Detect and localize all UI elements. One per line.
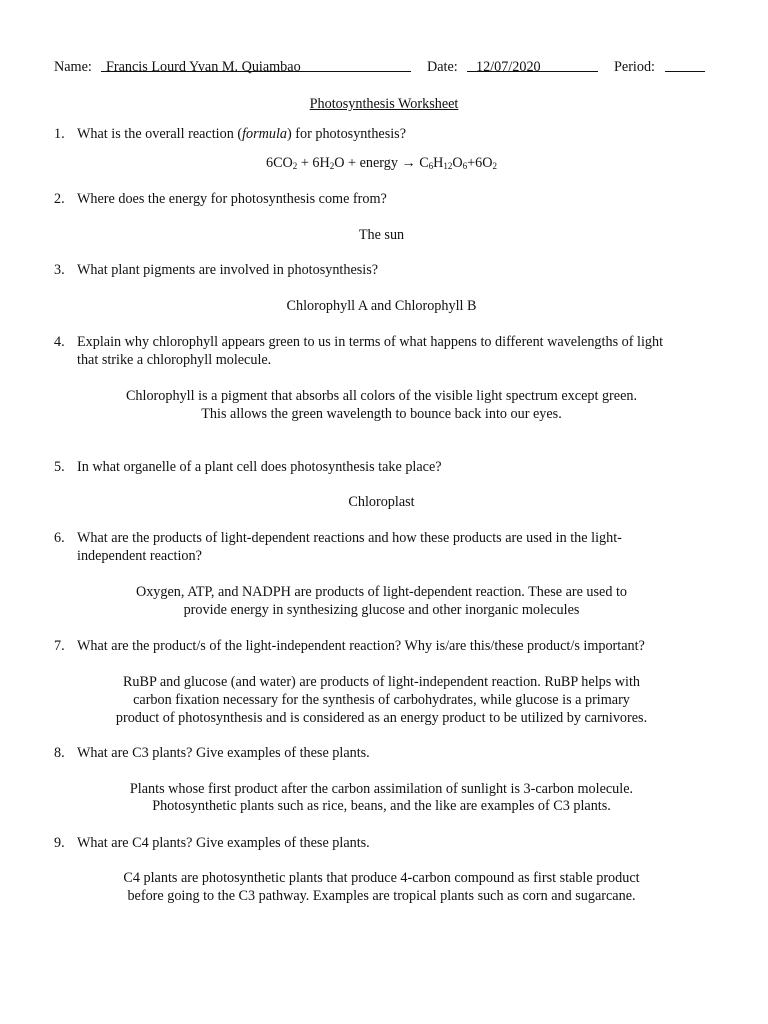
answer-9-line-2: before going to the C3 pathway. Examples are tropical plants such as corn and sugarcane. [127,888,636,904]
question-number: 1. [54,126,65,142]
answer-7-line-3: product of photosynthesis and is considered as an energy product to be utilized by carnivores. [115,710,648,726]
question-number: 3. [54,262,65,278]
question-text: What are C4 plants? Give examples of these plants. [77,835,370,851]
answer-4-line-1: Chlorophyll is a pigment that absorbs all colors of the visible light spectrum except green. [125,388,638,404]
date-label: Date: [427,59,458,75]
answer-6-line-1: Oxygen, ATP, and NADPH are products of light-dependent reaction. These are used to [135,584,628,600]
answer-7-line-2: carbon fixation necessary for the synthesis of carbohydrates, while glucose is a primary [133,692,630,708]
question-text: What plant pigments are involved in photosynthesis? [77,262,379,278]
period-label: Period: [614,59,655,75]
question-text-line-2: independent reaction? [77,548,202,564]
period-field [665,58,705,77]
question-text-line-1: Explain why chlorophyll appears green to us in terms of what happens to different wavelengths of light [77,334,664,350]
worksheet-header [54,58,714,78]
question-number: 2. [54,191,65,207]
question-text: In what organelle of a plant cell does photosynthesis take place? [77,459,442,475]
answer-3: Chlorophyll A and Chlorophyll B [286,298,477,314]
question-text: Where does the energy for photosynthesis come from? [77,191,387,207]
formula-answer: $6CO_2 + 6H_2O$ + energy → $C_6H_{12}O_6+6O_2$ [265,155,498,171]
answer-4-line-2: This allows the green wavelength to bounce back into our eyes. [201,406,562,422]
answer-7-line-1: RuBP and glucose (and water) are products of light-independent reaction. RuBP helps with [122,674,641,690]
question-number: 9. [54,835,65,851]
answer-8-line-1: Plants whose first product after the carbon assimilation of sunlight is 3-carbon molecule. [129,781,634,797]
answer-9-line-1: C4 plants are photosynthetic plants that produce 4-carbon compound as first stable product [123,870,640,886]
question-text-line-1: What are the products of light-dependent reactions and how these products are used in the light- [77,530,622,546]
name-value: Francis Lourd Yvan M. Quiambao [106,59,301,75]
question-text: What are C3 plants? Give examples of these plants. [77,745,370,761]
question-number: 7. [54,638,65,654]
question-number: 8. [54,745,65,761]
answer-8-line-2: Photosynthetic plants such as rice, beans, and the like are examples of C3 plants. [152,798,611,814]
question-text-line-2: that strike a chlorophyll molecule. [77,352,272,368]
worksheet-title: Photosynthesis Worksheet [309,96,459,112]
date-value: 12/07/2020 [476,59,541,75]
name-label: Name: [54,59,92,75]
answer-6-line-2: provide energy in synthesizing glucose and other inorganic molecules [183,602,580,618]
question-number: 5. [54,459,65,475]
answer-5: Chloroplast [348,494,415,510]
question-text: What are the product/s of the light-independent reaction? Why is/are this/these product/s important? [77,638,645,654]
question-number: 6. [54,530,65,546]
question-text: What is the overall reaction (formula) for photosynthesis? [77,126,407,142]
answer-2: The sun [358,227,405,243]
question-number: 4. [54,334,65,350]
